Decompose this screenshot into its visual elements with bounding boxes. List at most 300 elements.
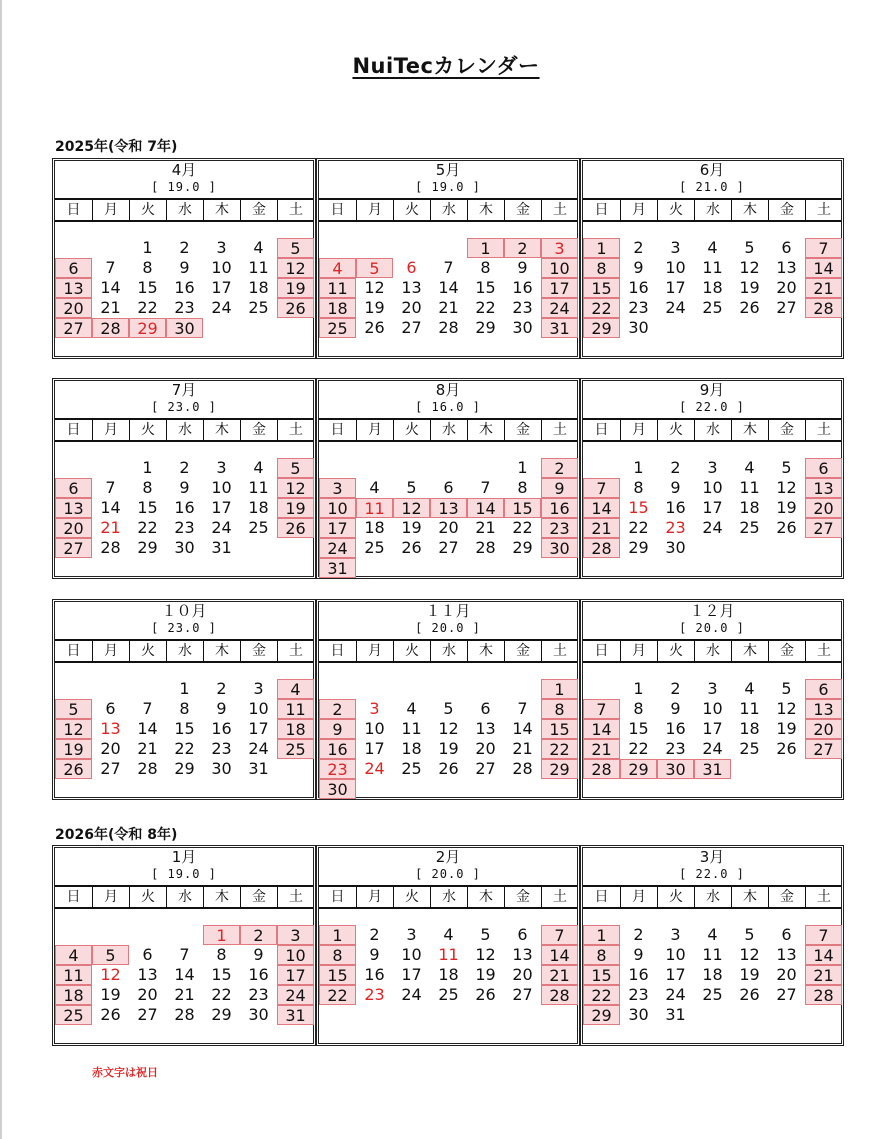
day-cell: 26 [739,298,760,317]
weekday-label: 日 [330,889,345,905]
day-cell: 1 [583,238,620,258]
day-cell: 6 [805,458,842,478]
month-working-hours: [ 16.0 ] [415,400,481,414]
weekday-label: 日 [66,889,81,905]
day-cell: 6 [105,699,116,718]
weekday-label: 月 [620,641,657,661]
day-cell: 3 [670,238,681,257]
day-cell: 2 [670,458,681,477]
day-cell: 27 [137,1005,158,1024]
day-cell: 28 [174,1005,195,1024]
day-cell: 19 [739,278,760,297]
day-cell: 3 [541,238,578,258]
day-cell: 29 [137,538,158,557]
day-cell: 1 [583,925,620,945]
day-cell: 24 [401,985,422,1004]
day-cell: 8 [583,258,620,278]
day-cell: 25 [702,298,723,317]
weekday-label: 木 [203,420,240,440]
day-cell: 10 [364,719,385,738]
day-cell: 23 [174,298,195,317]
weekday-label: 金 [768,200,805,220]
day-cell: 14 [805,258,842,278]
day-cell: 20 [55,298,92,318]
day-cell: 24 [702,739,723,758]
day-cell: 21 [100,518,121,537]
day-cell: 17 [211,498,232,517]
day-cell: 2 [369,925,380,944]
day-cell: 4 [277,679,314,699]
day-cell: 30 [248,1005,269,1024]
day-cell: 1 [633,679,644,698]
day-cell: 29 [475,318,496,337]
month-name: 2月 [435,848,461,866]
day-cell: 27 [55,318,92,338]
day-cell: 25 [55,1005,92,1025]
day-cell: 11 [702,258,723,277]
day-cell: 4 [707,238,718,257]
day-cell: 15 [504,498,541,518]
weekday-label: 月 [92,420,129,440]
day-cell: 12 [277,258,314,278]
day-cell: 9 [517,258,528,277]
day-cell: 15 [211,965,232,984]
month-name: 8月 [435,381,461,399]
weekday-label: 日 [594,202,609,218]
weekday-label: 土 [277,641,314,661]
weekday-label: 土 [541,420,578,440]
day-cell: 2 [179,238,190,257]
day-cell: 5 [356,258,393,278]
weekday-label: 水 [166,641,203,661]
day-cell: 2 [216,679,227,698]
day-cell: 27 [805,739,842,759]
weekday-label: 日 [330,202,345,218]
weekday-label: 日 [330,643,345,659]
day-cell: 12 [277,478,314,498]
day-cell: 20 [475,739,496,758]
day-cell: 22 [583,298,620,318]
day-cell: 22 [628,518,649,537]
day-cell: 8 [216,945,227,964]
weekday-label: 日 [66,643,81,659]
month-calendar [52,378,316,579]
day-cell: 7 [105,478,116,497]
day-cell: 21 [583,518,620,538]
day-cell: 19 [401,518,422,537]
day-cell: 6 [406,258,417,277]
day-cell: 9 [369,945,380,964]
day-cell: 5 [406,478,417,497]
day-cell: 9 [179,258,190,277]
day-cell: 10 [665,945,686,964]
weekday-label: 土 [541,887,578,907]
day-cell: 9 [253,945,264,964]
month-working-hours: [ 19.0 ] [415,180,481,194]
day-cell: 8 [319,945,356,965]
day-cell: 15 [137,278,158,297]
weekday-label: 水 [694,887,731,907]
month-calendar [52,845,316,1046]
weekday-label: 水 [166,200,203,220]
day-cell: 10 [211,478,232,497]
day-cell: 31 [277,1005,314,1025]
day-cell: 5 [277,238,314,258]
day-cell: 18 [702,965,723,984]
day-cell: 1 [467,238,504,258]
day-cell: 13 [55,278,92,298]
day-cell: 11 [739,699,760,718]
day-cell: 15 [541,719,578,739]
weekday-header-row [583,885,841,909]
day-cell: 12 [438,719,459,738]
weekday-label: 金 [240,200,277,220]
weekday-label: 木 [467,420,504,440]
day-cell: 7 [105,258,116,277]
day-cell: 23 [364,985,385,1004]
month-calendar [316,599,580,800]
weekday-label: 火 [657,200,694,220]
day-cell: 17 [401,965,422,984]
day-cell: 21 [137,739,158,758]
day-cell: 3 [670,925,681,944]
day-cell: 28 [583,538,620,558]
day-cell: 18 [55,985,92,1005]
day-cell: 3 [707,679,718,698]
day-cell: 5 [55,699,92,719]
month-calendar [580,845,844,1046]
day-cell: 3 [253,679,264,698]
day-cell: 5 [92,945,129,965]
weekday-label: 火 [657,887,694,907]
month-name: 1月 [171,848,197,866]
day-cell: 13 [776,258,797,277]
day-cell: 30 [665,538,686,557]
day-cell: 8 [142,478,153,497]
day-cell: 9 [633,258,644,277]
day-cell: 14 [583,498,620,518]
day-cell: 13 [805,699,842,719]
month-working-hours: [ 20.0 ] [415,867,481,881]
day-cell: 14 [438,278,459,297]
day-cell: 21 [541,965,578,985]
day-cell: 9 [541,478,578,498]
day-cell: 11 [401,719,422,738]
day-cell: 21 [805,965,842,985]
day-cell: 26 [475,985,496,1004]
weekday-header-row [55,418,313,442]
day-cell: 15 [475,278,496,297]
day-cell: 12 [55,719,92,739]
day-cell: 5 [480,925,491,944]
weekday-header-row [583,418,841,442]
day-cell: 21 [512,739,533,758]
month-name: 6月 [699,161,725,179]
day-cell: 20 [805,719,842,739]
day-cell: 16 [628,278,649,297]
day-cell: 4 [253,238,264,257]
day-cell: 17 [702,498,723,517]
weekday-label: 水 [430,887,467,907]
day-cell: 5 [744,925,755,944]
day-cell: 19 [475,965,496,984]
day-cell: 2 [179,458,190,477]
weekday-label: 金 [504,887,541,907]
day-cell: 2 [670,679,681,698]
day-cell: 29 [512,538,533,557]
day-cell: 7 [805,238,842,258]
weekday-label: 火 [129,420,166,440]
month-name: 3月 [699,848,725,866]
month-name: 4月 [171,161,197,179]
month-name: １２月 [689,602,735,620]
day-cell: 9 [319,719,356,739]
day-cell: 19 [55,739,92,759]
weekday-label: 土 [541,641,578,661]
weekday-label: 日 [66,202,81,218]
day-cell: 1 [142,238,153,257]
day-cell: 31 [211,538,232,557]
day-cell: 18 [401,739,422,758]
day-cell: 14 [100,498,121,517]
day-cell: 6 [517,925,528,944]
day-cell: 12 [393,498,430,518]
month-working-hours: [ 22.0 ] [679,400,745,414]
day-cell: 16 [665,498,686,517]
day-cell: 16 [541,498,578,518]
day-cell: 20 [776,278,797,297]
day-cell: 31 [694,759,731,779]
day-cell: 11 [55,965,92,985]
day-cell: 22 [174,739,195,758]
day-cell: 15 [583,278,620,298]
day-cell: 3 [406,925,417,944]
day-cell: 20 [805,498,842,518]
day-cell: 21 [100,298,121,317]
day-cell: 14 [467,498,504,518]
day-cell: 16 [319,739,356,759]
weekday-label: 金 [768,887,805,907]
day-cell: 6 [55,478,92,498]
month-name: 7月 [171,381,197,399]
day-cell: 4 [369,478,380,497]
day-cell: 14 [805,945,842,965]
day-cell: 11 [356,498,393,518]
day-cell: 5 [744,238,755,257]
day-cell: 13 [512,945,533,964]
weekday-label: 火 [657,420,694,440]
day-cell: 17 [665,278,686,297]
day-cell: 2 [240,925,277,945]
day-cell: 28 [541,985,578,1005]
day-cell: 27 [100,759,121,778]
day-cell: 26 [100,1005,121,1024]
day-cell: 23 [248,985,269,1004]
day-cell: 25 [401,759,422,778]
day-cell: 8 [480,258,491,277]
day-cell: 12 [739,258,760,277]
month-name: １０月 [161,602,207,620]
day-cell: 5 [277,458,314,478]
day-cell: 19 [277,278,314,298]
day-cell: 22 [512,518,533,537]
day-cell: 27 [438,538,459,557]
day-cell: 23 [665,739,686,758]
day-cell: 6 [781,925,792,944]
weekday-label: 月 [356,420,393,440]
weekday-label: 火 [657,641,694,661]
weekday-label: 日 [594,889,609,905]
weekday-label: 土 [277,200,314,220]
weekday-label: 水 [694,641,731,661]
day-cell: 26 [401,538,422,557]
weekday-header-row [55,885,313,909]
day-cell: 7 [179,945,190,964]
day-cell: 3 [707,458,718,477]
weekday-label: 月 [620,200,657,220]
day-cell: 15 [137,498,158,517]
year-label-2025: 2025年(令和 7年) [55,139,178,155]
day-cell: 28 [805,298,842,318]
day-cell: 28 [475,538,496,557]
day-cell: 26 [277,298,314,318]
day-cell: 26 [364,318,385,337]
day-cell: 24 [665,298,686,317]
day-cell: 18 [739,498,760,517]
day-cell: 23 [628,985,649,1004]
day-cell: 17 [541,278,578,298]
day-cell: 16 [665,719,686,738]
day-cell: 24 [364,759,385,778]
day-cell: 12 [776,699,797,718]
day-cell: 8 [633,478,644,497]
day-cell: 29 [541,759,578,779]
day-cell: 29 [620,759,657,779]
month-calendar [316,158,580,359]
day-cell: 11 [319,278,356,298]
weekday-label: 水 [166,887,203,907]
day-cell: 7 [480,478,491,497]
weekday-label: 金 [768,641,805,661]
weekday-label: 土 [805,887,842,907]
day-cell: 6 [142,945,153,964]
day-cell: 15 [319,965,356,985]
day-cell: 23 [174,518,195,537]
weekday-label: 日 [594,422,609,438]
weekday-label: 金 [504,420,541,440]
month-name: 5月 [435,161,461,179]
weekday-label: 月 [356,641,393,661]
weekday-label: 木 [467,200,504,220]
day-cell: 1 [203,925,240,945]
day-cell: 28 [805,985,842,1005]
day-cell: 24 [211,298,232,317]
day-cell: 20 [55,518,92,538]
page-left-edge [0,0,2,1139]
weekday-label: 水 [694,200,731,220]
weekday-label: 木 [467,887,504,907]
weekday-label: 木 [731,887,768,907]
day-cell: 10 [541,258,578,278]
day-cell: 29 [129,318,166,338]
weekday-label: 水 [694,420,731,440]
day-cell: 4 [253,458,264,477]
day-cell: 29 [211,1005,232,1024]
day-cell: 13 [475,719,496,738]
weekday-label: 火 [393,641,430,661]
day-cell: 30 [541,538,578,558]
day-cell: 1 [541,679,578,699]
weekday-label: 月 [356,200,393,220]
day-cell: 2 [633,238,644,257]
day-cell: 17 [248,719,269,738]
day-cell: 28 [137,759,158,778]
day-cell: 25 [248,518,269,537]
day-cell: 16 [364,965,385,984]
weekday-label: 木 [203,200,240,220]
day-cell: 2 [504,238,541,258]
day-cell: 12 [364,278,385,297]
day-cell: 10 [665,258,686,277]
day-cell: 27 [401,318,422,337]
weekday-label: 土 [805,420,842,440]
day-cell: 23 [211,739,232,758]
day-cell: 25 [739,518,760,537]
day-cell: 23 [541,518,578,538]
day-cell: 7 [805,925,842,945]
month-calendar [52,158,316,359]
day-cell: 24 [665,985,686,1004]
day-cell: 6 [805,679,842,699]
day-cell: 12 [100,965,121,984]
weekday-label: 水 [166,420,203,440]
day-cell: 27 [776,298,797,317]
day-cell: 8 [583,945,620,965]
day-cell: 9 [670,699,681,718]
day-cell: 17 [319,518,356,538]
day-cell: 4 [406,699,417,718]
day-cell: 3 [319,478,356,498]
day-cell: 11 [739,478,760,497]
day-cell: 23 [628,298,649,317]
day-cell: 6 [55,258,92,278]
weekday-label: 火 [129,200,166,220]
day-cell: 10 [277,945,314,965]
day-cell: 21 [438,298,459,317]
day-cell: 17 [665,965,686,984]
day-cell: 15 [628,498,649,517]
day-cell: 17 [702,719,723,738]
day-cell: 5 [443,699,454,718]
day-cell: 4 [443,925,454,944]
day-cell: 29 [583,1005,620,1025]
calendar-title: NuiTecカレンダー [352,54,540,78]
weekday-label: 木 [203,641,240,661]
day-cell: 8 [633,699,644,718]
weekday-label: 水 [430,420,467,440]
day-cell: 25 [277,739,314,759]
weekday-header-row [55,639,313,663]
day-cell: 24 [319,538,356,558]
day-cell: 9 [179,478,190,497]
day-cell: 13 [430,498,467,518]
day-cell: 6 [443,478,454,497]
weekday-label: 木 [467,641,504,661]
day-cell: 29 [174,759,195,778]
day-cell: 19 [739,965,760,984]
weekday-label: 火 [129,641,166,661]
day-cell: 2 [541,458,578,478]
